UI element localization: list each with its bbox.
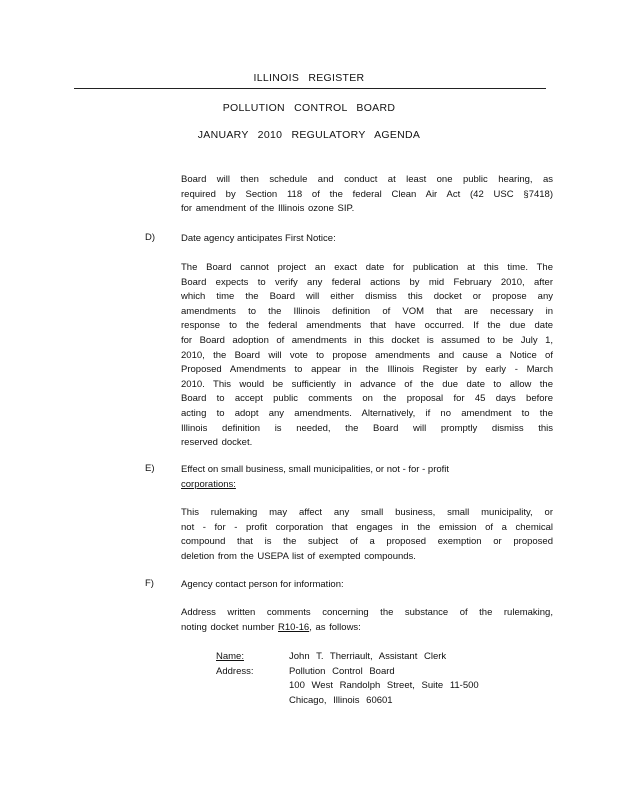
header-rule <box>74 88 546 89</box>
address-line: 100 West Randolph Street, Suite 11-500 <box>289 680 479 691</box>
intro-line: for amendment of the Illinois ozone SIP. <box>181 203 355 215</box>
section-d-line: Proposed Amendments to appear in the Illinois Register by early - March <box>181 364 553 376</box>
address-line: Chicago, Illinois 60601 <box>289 694 393 706</box>
section-d-line: Board to accept public comments on the proposal for 45 days before <box>181 393 553 405</box>
section-e-heading-line1: Effect on small business, small municipalities, or not - for - profit <box>181 464 450 475</box>
section-f-line1: Address written comments concerning the substance of the rulemaking, <box>181 607 553 618</box>
name-value: John T. Therriault, Assistant Clerk <box>289 651 447 662</box>
register-title: ILLINOIS REGISTER <box>253 72 365 84</box>
section-d-line: Board expects to verify any federal actions by mid February 2010, after <box>181 276 553 288</box>
section-e-line: This rulemaking may affect any small business, small municipality, or <box>181 507 553 518</box>
name-label: Name: <box>216 651 244 662</box>
section-d-line: amendments to the Illinois definition of VOM that are necessary in <box>181 305 553 317</box>
section-e-line: compound that is the subject of a proposed exemption or proposed <box>181 536 553 548</box>
section-f-paragraph <box>181 606 553 635</box>
board-title: POLLUTION CONTROL BOARD <box>222 102 396 114</box>
section-d-label: D) <box>145 232 156 243</box>
section-e-line: deletion from the USEPA list of exempted compounds. <box>181 550 416 562</box>
section-f-heading: Agency contact person for information: <box>181 579 344 590</box>
section-d-line: which time the Board will either dismiss this docket or propose any <box>181 291 553 303</box>
section-d-heading: Date agency anticipates First Notice: <box>181 233 336 244</box>
section-d-line: 2010, the Board will vote to propose amendments and cause a Notice of <box>181 349 553 361</box>
intro-line: Board will then schedule and conduct at least one public hearing, as <box>181 174 553 185</box>
agenda-title: JANUARY 2010 REGULATORY AGENDA <box>197 129 421 141</box>
section-d-paragraph <box>181 261 553 451</box>
section-e-label: E) <box>145 463 155 474</box>
section-d-line: for Board adoption of amendments in this docket is assumed to be July 1, <box>181 334 553 346</box>
section-d-line: reserved docket. <box>181 437 253 449</box>
section-f-line2 <box>181 621 553 636</box>
intro-paragraph <box>181 173 553 217</box>
section-f-label: F) <box>145 578 154 589</box>
address-label: Address: <box>216 665 254 677</box>
section-e-paragraph <box>181 506 553 564</box>
intro-line: required by Section 118 of the federal Clean Air Act (42 USC §7418) <box>181 188 553 200</box>
section-d-line: acting to adopt any amendments. Alternatively, if no amendment to the <box>181 407 553 419</box>
section-f-line2-text: noting docket number <box>181 621 275 633</box>
section-d-line: Illinois definition is needed, the Board will promptly dismiss this <box>181 422 553 434</box>
address-line: Pollution Control Board <box>289 665 395 677</box>
contact-block <box>216 650 479 708</box>
section-e-heading-line2: corporations: <box>181 478 236 490</box>
section-d-line: response to the federal amendments that have occurred. If the due date <box>181 320 553 332</box>
section-e-line: not - for - profit corporation that engages in the emission of a chemical <box>181 521 553 533</box>
section-e-heading <box>181 463 449 492</box>
section-f-line2-tail: , as follows: <box>309 621 361 633</box>
docket-number: R10-16 <box>278 621 310 633</box>
section-d-line: The Board cannot project an exact date for publication at this time. The <box>181 262 553 273</box>
section-d-line: 2010. This would be sufficiently in advance of the due date to allow the <box>181 378 553 390</box>
